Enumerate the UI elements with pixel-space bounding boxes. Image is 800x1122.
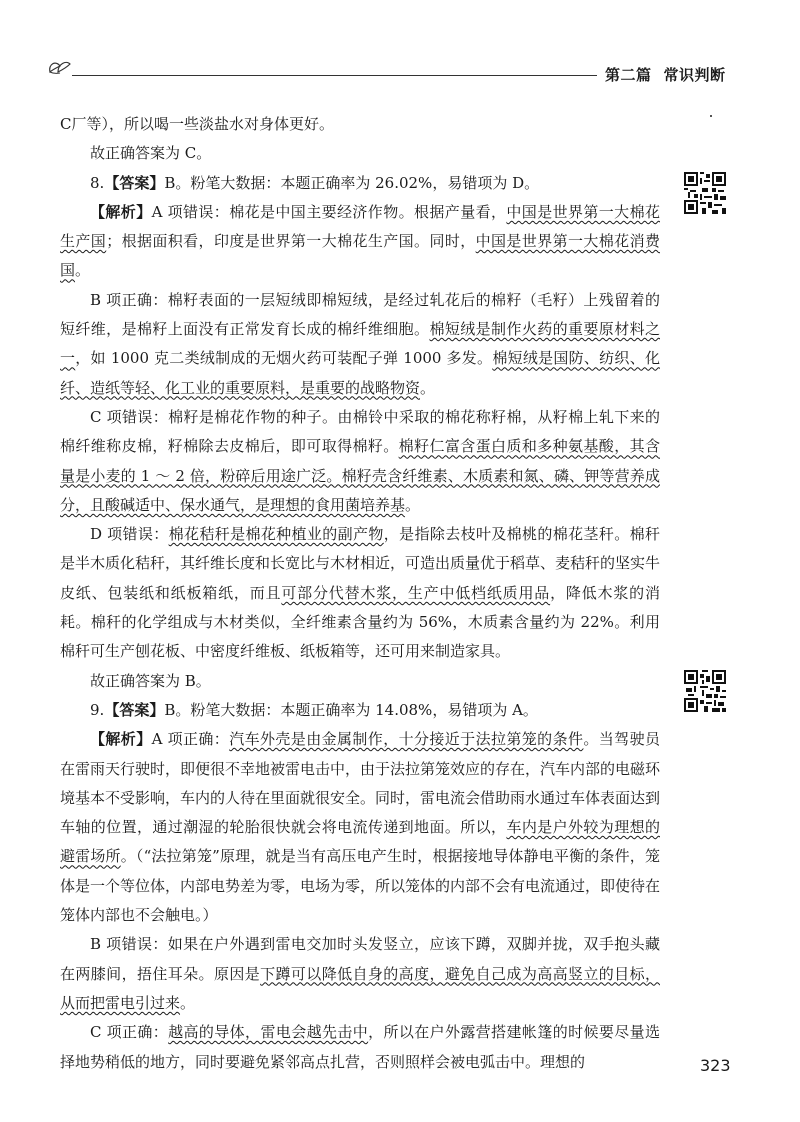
q9-a-text-3: 。（“法拉第笼”原理，就是当有高压电产生时，根据接地导体静电平衡的条件，笼体是一个等位体，内部电势差为零，电场为零，所以笼体的内部不会有电流通过，即使待在笼体内部也不会触电。） [60,847,661,925]
q8-d-underline-1: 棉花秸秆是棉花种植业的副产物 [168,525,384,544]
q8-option-a [60,198,660,286]
q9-a-underline-1: 汽车外壳是由金属制作，十分接近于法拉第笼的条件 [229,730,584,749]
q8-answer-text: B。粉笔大数据：本题正确率为 26.02%，易错项为 D。 [164,173,540,192]
q9-c-text-2: ，所以在户外露营搭建帐篷的时候要尽量选择地势稍低的地方，同时要避免紧邻高点扎营，否则照样会被电弧击中。理想的 [60,1023,660,1071]
q8-explanation-label: 【解析】 [90,202,152,221]
q9-c-underline-1: 越高的导体，雷电会越先击中 [168,1023,369,1042]
q8-c-text-2: 。 [405,495,421,514]
q9-option-c [60,1018,660,1077]
leaf-ornament-icon [46,56,72,76]
q9-b-underline-1: 下蹲可以降低自身的高度，避免自己成为高高竖立的目标，从而把雷电引过来 [60,964,660,1012]
q8-a-text-1: A 项错误：棉花是中国主要经济作物。根据产量看， [151,202,507,221]
q9-option-a [60,725,660,930]
q8-b-text-2: ，如 1000 克二类绒制成的无烟火药可装配子弹 1000 多发。 [75,349,493,368]
q8-d-text-2: ，是指除去枝叶及棉桃的棉花茎秆。棉秆是半木质化秸秆，其纤维长度和长宽比与木材相近，可造出质量优于稻草、麦秸秆的坚实牛皮纸、包装纸和纸板箱纸，而且 [60,525,661,602]
q8-b-underline-2: 棉短绒是国防、纺织、化纤、造纸等轻、化工业的重要原料，是重要的战略物资 [60,349,660,397]
q9-answer-label: 【答案】 [104,700,165,719]
explanation-body [60,110,660,1077]
q8-answer-label: 【答案】 [104,173,165,192]
q9-a-text-2: 。当驾驶员在雷雨天行驶时，即便很不幸地被雷电击中，由于法拉第笼效应的存在，汽车内部的电磁环境基本不受影响，车内的人待在里面就很安全。同时，雷电流会借助雨水通过车体表面达到车轴的位置，通过潮湿的轮胎很快就会将电流传递到地面。所以， [60,730,661,837]
qr-code-q8-icon[interactable] [684,172,726,214]
q8-option-d [60,520,660,666]
q8-b-text-1: B 项正确：棉籽表面的一层短绒即棉短绒，是经过轧花后的棉籽（毛籽）上残留着的短纤维，是棉籽上面没有正常发育长成的棉纤维细胞。 [60,290,660,339]
header-rule [72,75,597,76]
page-number: 323 [700,1056,731,1075]
section-label: 常识判断 [663,66,726,84]
q8-b-underline-1: 棉短绒是制作火药的重要原材料之一 [60,320,660,368]
q9-c-text-1: C 项正确： [90,1023,169,1042]
q8-d-underline-2: 可部分代替木浆，生产中低档纸质用品 [281,583,551,602]
q8-d-text-1: D 项错误： [90,525,169,544]
q8-conclusion: 故正确答案为 B。 [90,671,211,690]
q8-option-c [60,403,660,520]
paragraph-answer-c: 故正确答案为 C。 [90,144,212,163]
q9-b-text-1: B 项错误：如果在户外遇到雷电交加时头发竖立，应该下蹲，双脚并拢，双手抱头藏在两膝间，捂住耳朵。原因是 [60,935,660,983]
q8-answer-line [60,169,660,198]
q9-a-underline-2: 车内是户外较为理想的避雷场所 [60,818,660,866]
q8-a-text-2: ；根据面积看，印度是世界第一大棉花生产国。同时， [106,232,476,251]
q9-explanation-label: 【解析】 [90,730,152,749]
section-title [605,64,726,85]
q9-number: 9. [90,700,105,719]
q8-option-b [60,286,660,403]
q8-a-underline-2: 中国是世界第一大棉花消费国 [60,232,660,280]
q8-a-text-3: 。 [75,261,91,280]
q8-c-underline-1: 棉籽仁富含蛋白质和多种氨基酸，其含量是小麦的 1 ～ 2 倍，粉碎后用途广泛。棉籽壳含纤维素、木质素和氮、磷、钾等营养成分，且酸碱适中、保水通气，是理想的食用菌培养基 [60,437,660,514]
q9-b-text-2: 。 [180,993,196,1012]
q8-number: 8. [90,173,105,192]
q8-d-text-3: ，降低木浆的消耗。棉秆的化学组成与木材类似，全纤维素含量约为 56%，木质素含量约为 22%。利用棉秆可生产刨花板、中密度纤维板、纸板箱等，还可用来制造家具。 [60,583,660,661]
q9-answer-text: B。粉笔大数据：本题正确率为 14.08%，易错项为 A。 [164,700,538,719]
q8-a-underline-1: 中国是世界第一大棉花生产国 [60,202,660,251]
q8-c-text-1: C 项错误：棉籽是棉花作物的种子。由棉铃中采取的棉花称籽棉，从籽棉上轧下来的棉纤维称皮棉，籽棉除去皮棉后，即可取得棉籽。 [60,407,660,456]
part-label: 第二篇 [605,66,652,84]
qr-code-q9-icon[interactable] [684,670,726,712]
q9-a-text-1: A 项正确： [151,730,230,749]
paragraph-carryover: C⼚等），所以喝一些淡盐水对身体更好。 [60,115,334,133]
page-header [0,0,800,100]
q8-b-text-3: 。 [420,378,436,397]
speck-mark [710,115,712,117]
q9-answer-line [60,696,660,725]
q9-option-b [60,930,660,1018]
